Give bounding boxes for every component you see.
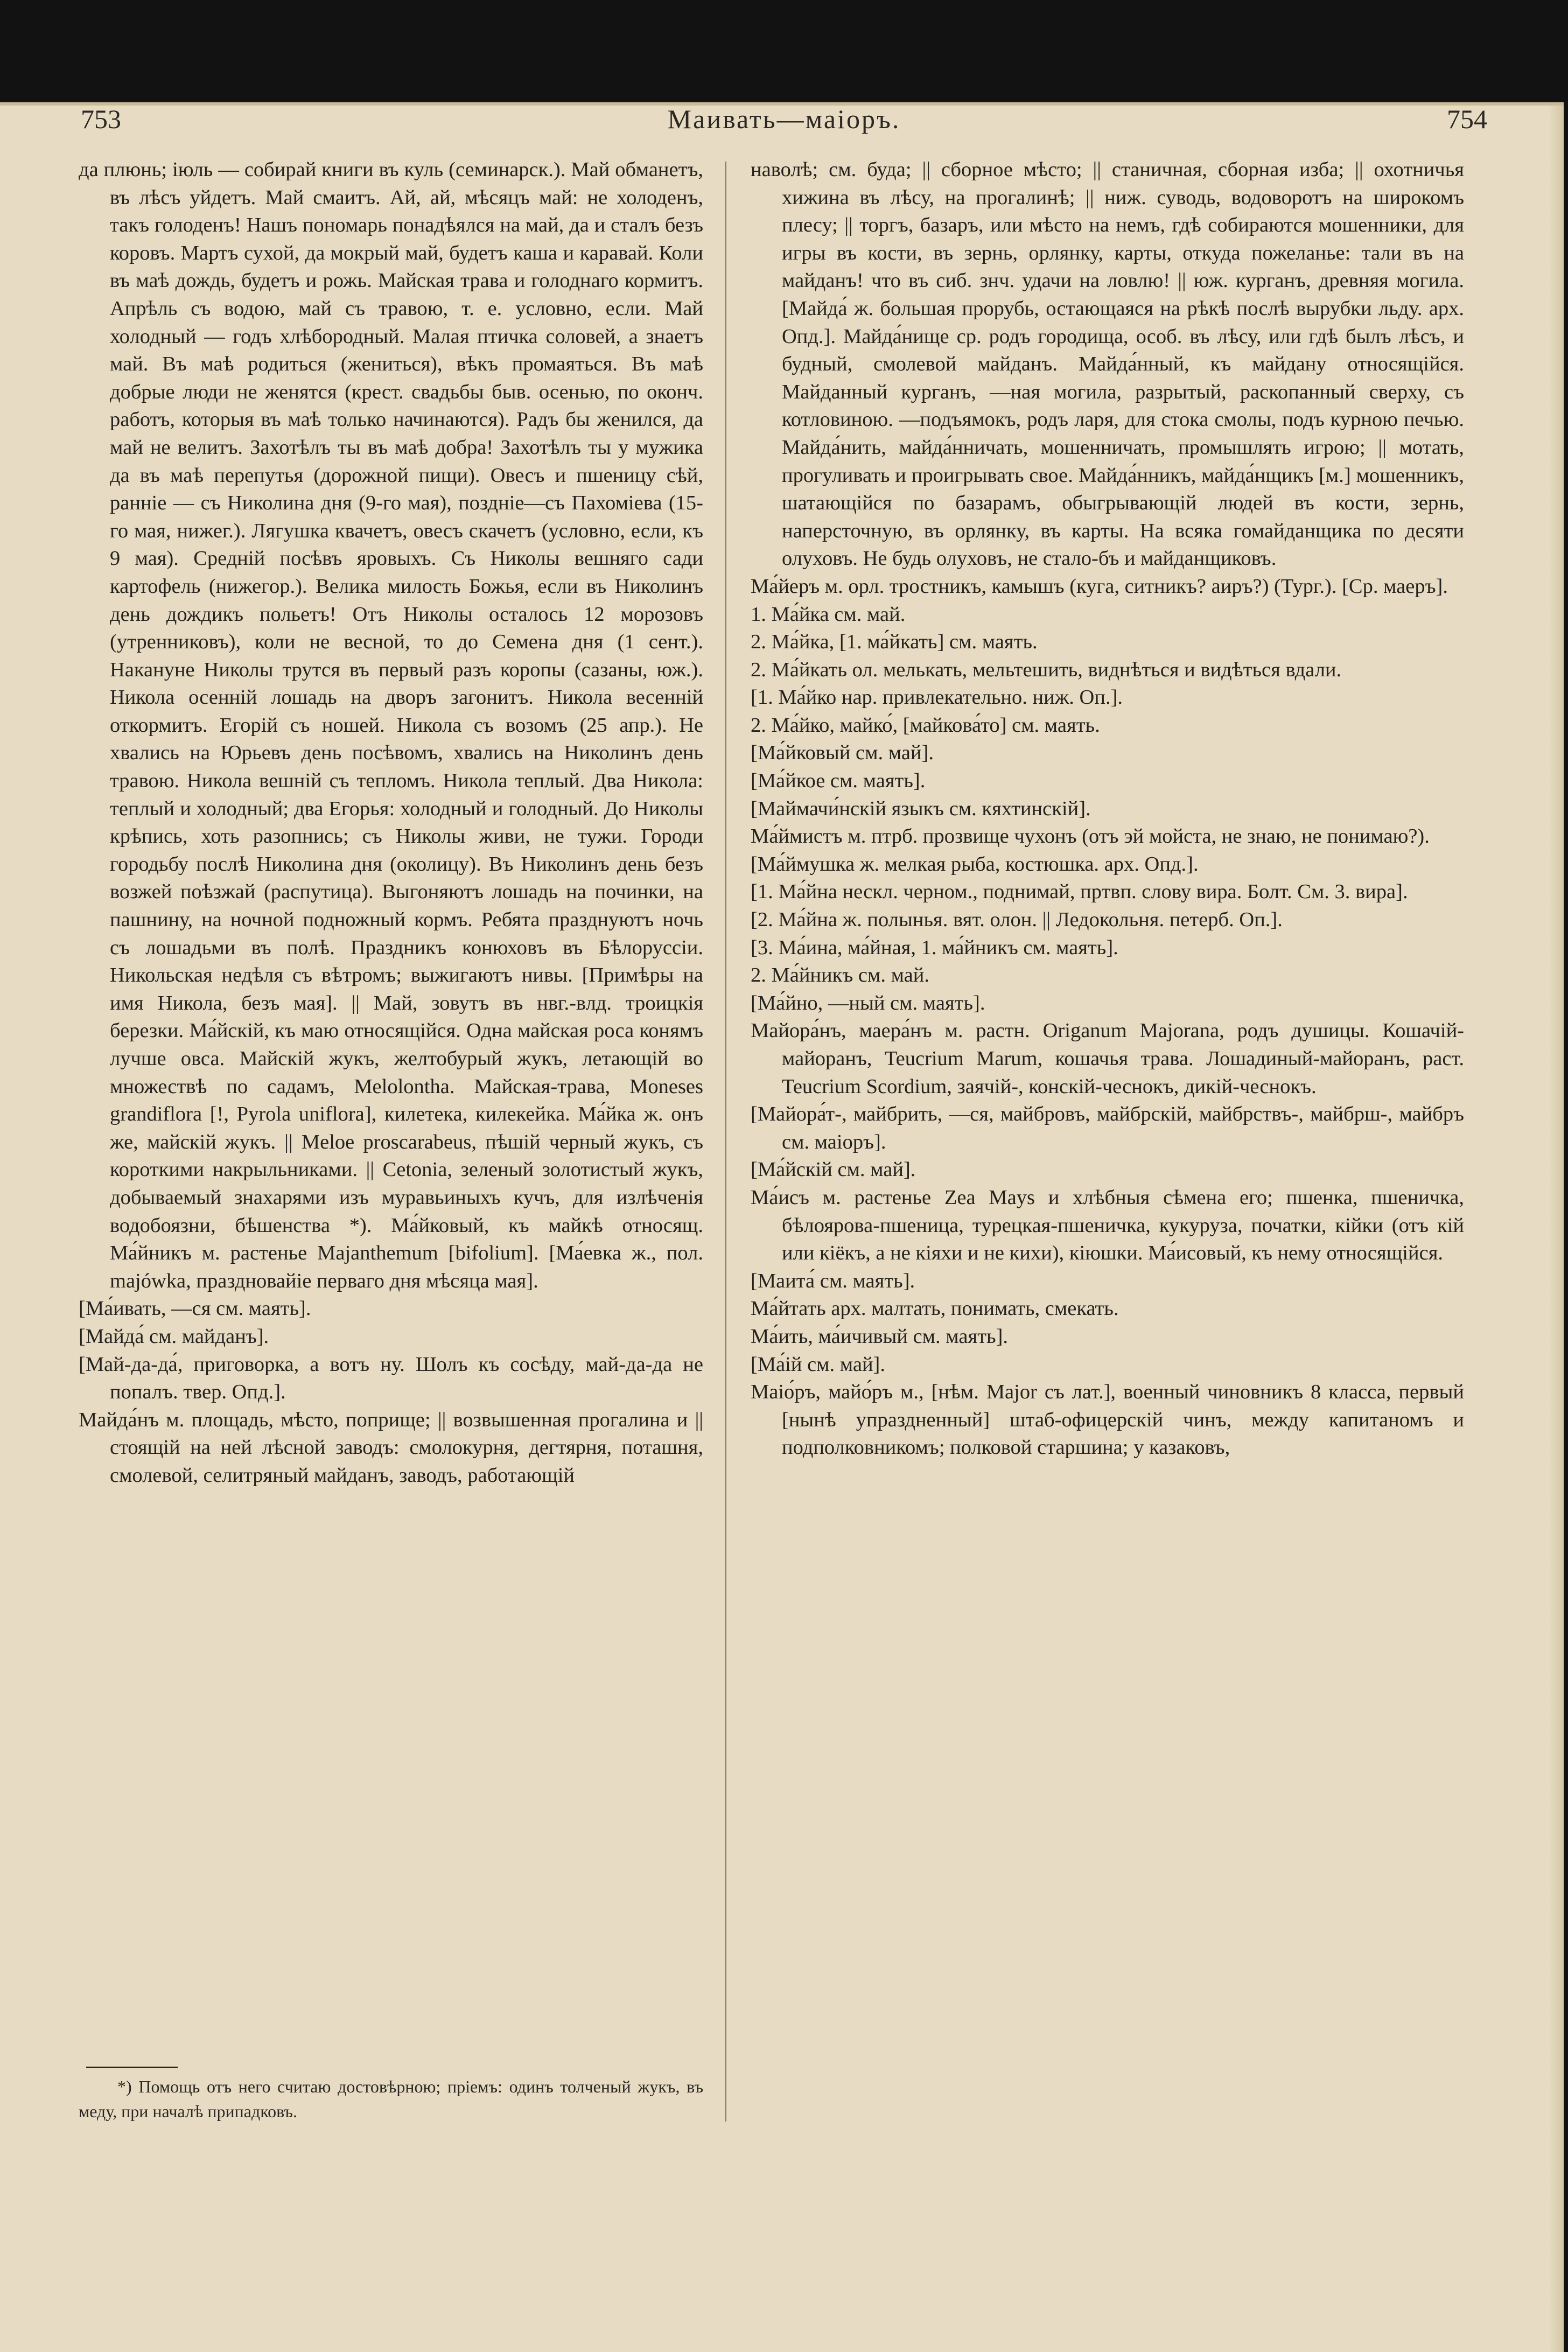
entry-paragraph: [Ма́йскiй см. май]. [751, 1158, 916, 1181]
entry-paragraph: [2. Ма́йна ж. полынья. вят. олон. || Ледокольня. петерб. Оп.]. [751, 908, 1283, 932]
page-number-left: 753 [81, 104, 121, 134]
entry-paragraph: [Ма́йно, —ный см. маять]. [751, 991, 985, 1014]
running-header [81, 103, 1487, 146]
entry-paragraph: Майда́нъ м. площадь, мѣсто, поприще; || возвышенная прогалина и || стоящiй на ней лѣсной заводъ: смолокурня, дегтярня, поташня, смолевой, селитряный майданъ, заводъ, работающiй [79, 1408, 703, 1487]
entry-paragraph: [Маита́ см. маять]. [751, 1269, 915, 1292]
entry-paragraph: [Май-да-да́, приговорка, а вотъ ну. Шолъ къ сосѣду, май-да-да не попалъ. твер. Опд.]. [79, 1353, 703, 1404]
entry-paragraph: да плюнь; iюль — собирай книги въ куль (семинарск.). Май обманетъ, въ лѣсъ уйдетъ. Май смаитъ. Ай, ай, мѣсяцъ май: не холоденъ, такъ голоденъ! Нашъ пономарь понадѣялся на май, да и сталъ безъ коровъ. Мартъ сухой, да мокрый май, будетъ каша и каравай. Коли въ маѣ дождь, будетъ и рожь. Майская трава и голоднаго кормитъ. Апрѣль съ водою, май съ травою, т. е. условно, если. Май холодный — годъ хлѣбородный. Малая птичка соловей, а знаетъ май. Въ маѣ родиться (жениться), вѣкъ промаяться. Въ маѣ добрые люди не женятся (крест. свадьбы быв. осенью, по оконч. работъ, которыя въ маѣ только начинаются). Радъ бы женился, да май не велитъ. Захотѣлъ ты въ маѣ добра! Захотѣлъ ты у мужика да въ маѣ перепутья (дорожной пищи). Овесъ и пшеницу сѣй, раннiе — съ Николина дня (9-го мая), поздніе—съ Пахомiева (15-го мая, нижег.). Лягушка квачетъ, овесъ скачетъ (условно, если, къ 9 мая). Среднiй посѣвъ яровыхъ. Съ Николы вешняго сади картофель (нижегор.). Велика милость Божья, если въ Николинъ день дождикъ польетъ! Отъ Николы осталось 12 морозовъ (утренниковъ), коли не весной, то до Семена дня (1 сент.). Накануне Николы трутся въ первый разъ коропы (сазаны, юж.). Никола осеннiй лошадь на дворъ загонитъ. Никола весеннiй откормитъ. Егорiй съ ношей. Никола съ возомъ (25 апр.). Не хвались на Юрьевъ день посѣвомъ, хвались на Николинъ день травою. Никола вешнiй съ тепломъ. Никола теплый. Два Никола: теплый и холодный; два Егорья: холодный и голодный. До Николы крѣпись, хоть разопнись; съ Николы живи, не тужи. Городи городьбу послѣ Николина дня (околицу). Въ Николинъ день безъ возжей поѣзжай (распутица). Выгоняютъ лошадь на починки, на пашнину, на ночной подножный кормъ. Ребята празднуютъ ночь съ лошадьми въ полѣ. Праздникъ конюховъ въ Бѣлоруссiи. Никольская недѣля съ вѣтромъ; выжигаютъ нивы. [Примѣры на имя Никола, безъ мая]. || Май, зовутъ въ нвг.-влд. троицкiя березки. Ма́йскiй, къ маю относящiйся. Одна майская роса конямъ лучше овса. Майскiй жукъ, желтобурый жукъ, летающiй во множествѣ по садамъ, Melolontha. Майская-трава, Moneses grandiflora [!, Pyrola uniflora], килетека, килекейка. Ма́йка ж. онъ же, майскiй жукъ. || Meloe proscarabeus, пѣшiй черный жукъ, съ короткими накрыльниками. || Cetonia, зеленый золотистый жукъ, добываемый знахарями изъ муравьиныхъ кучъ, для излѣченiя водобоязни, бѣшенства *). Ма́йковый, къ майкѣ относящ. Ма́йникъ м. растенье Majanthemum [bifolium]. [Ма́евка ж., пол. majówka, праздновайiе перваго дня мѣсяца мая]. [79, 158, 703, 1292]
entry-paragraph: Маiо́ръ, майо́ръ м., [нѣм. Major съ лат.], военный чиновникъ 8 класса, первый [нынѣ упраздненный] штаб-офицерскiй чинъ, между капитаномъ и подполковникомъ; полковой старшина; у казаковъ, [751, 1381, 1464, 1459]
entry-paragraph: Майора́нъ, маера́нъ м. растн. Origanum Majorana, родъ душицы. Кошачiй-майоранъ, Teucrium Marum, кошачья трава. Лошадиный-майоранъ, раст. Teucrium Scordium, заячiй-, конскiй-чеснокъ, дикiй-чеснокъ. [751, 1019, 1464, 1098]
footnote: *) Помощь отъ него считаю достовѣрною; прiемъ: одинъ толченый жукъ, въ меду, при началѣ припадковъ. [79, 2077, 703, 2121]
running-title: Маивать—маiоръ. [667, 104, 901, 134]
entry-paragraph: [1. Ма́йна нескл. черном., поднимай, пртвп. слову вира. Болт. См. 3. вира]. [751, 880, 1408, 904]
entry-paragraph: 2. Ма́йкать ол. мелькать, мельтешить, виднѣться и видѣться вдали. [751, 658, 1342, 681]
entry-paragraph: [Ма́iй см. май]. [751, 1353, 886, 1376]
entry-paragraph: Ма́ить, ма́ичивый см. маять]. [751, 1325, 1009, 1348]
entry-paragraph: 2. Ма́йко, майко́, [майкова́то] см. маять. [751, 713, 1100, 737]
entry-paragraph: 1. Ма́йка см. май. [751, 603, 906, 626]
scan-border [1564, 102, 1568, 2352]
right-column [751, 156, 1464, 2116]
entry-paragraph: [3. Ма́ина, ма́йная, 1. ма́йникъ см. маять]. [751, 936, 1118, 959]
entry-paragraph: Ма́исъ м. растенье Zea Mays и хлѣбныя сѣмена его; пшенка, пшеничка, бѣлоярова-пшеница, турецкая-пшеничка, кукуруза, початки, кiйки (отъ кiй или кiёкъ, а не кiяхи и не кихи), кiюшки. Ма́исовый, къ нему относящiйся. [751, 1186, 1464, 1265]
entry-paragraph: [Маймачи́нскiй языкъ см. кяхтинскiй]. [751, 797, 1091, 820]
page-number-right: 754 [1447, 104, 1487, 134]
entry-paragraph: [Ма́ймушка ж. мелкая рыба, костюшка. арх. Опд.]. [751, 852, 1199, 876]
entry-paragraph: Ма́ймистъ м. птрб. прозвище чухонъ (отъ эй мойста, не знаю, не понимаю?). [751, 825, 1430, 848]
entry-paragraph: 2. Ма́йникъ см. май. [751, 964, 929, 987]
column-divider [725, 162, 726, 2122]
left-column [79, 156, 703, 2030]
entry-paragraph: [1. Ма́йко нар. привлекательно. ниж. Оп.]. [751, 686, 1123, 709]
entry-paragraph: Ма́йтать арх. малтать, понимать, смекать. [751, 1297, 1119, 1320]
entry-paragraph: Ма́йеръ м. орл. тростникъ, камышъ (куга, ситникъ? аиръ?) (Тург.). [Ср. маеръ]. [751, 575, 1448, 598]
entry-paragraph: наволѣ; см. буда; || сборное мѣсто; || станичная, сборная изба; || охотничья хижина въ лѣсу, на прогалинѣ; || ниж. суводь, водоворотъ на широкомъ плесу; || торгъ, базаръ, или мѣсто на немъ, гдѣ собираются мошенники, для игры въ кости, въ зернь, орлянку, карты, откуда пожеланье: тали въ на майданъ! что въ сиб. знч. удачи на ловлю! || юж. курганъ, древняя могила. [Майда́ ж. большая прорубь, остающаяся на рѣкѣ послѣ вырубки льду. арх. Опд.]. Майда́нище ср. родъ городища, особ. въ лѣсу, или гдѣ былъ лѣсъ, и будный, смолевой майданъ. Майда́нный, къ майдану относящiйся. Майданный курганъ, —ная могила, разрытый, раскопанный сверху, съ котловиною. —подъямокъ, родъ ларя, для стока смолы, подъ курною печью. Майда́нить, майда́нничать, мошенничать, промышлять игрою; || мотать, прогуливать и проигрывать свое. Майда́нникъ, майда́нщикъ [м.] мошенникъ, шатающiйся по базарамъ, обыгрывающiй людей въ кости, зернь, наперсточную, въ орлянку, въ карты. На всяка гомайданщика по десяти олуховъ. Не будь олуховъ, не стало-бъ и майданщиковъ. [751, 158, 1464, 570]
entry-paragraph: [Ма́йковый см. май]. [751, 741, 934, 765]
entry-paragraph: [Майора́т-, майбрить, —ся, майбровъ, майбрскiй, майбрствъ-, майбрш-, майбръ см. маiоръ]. [751, 1103, 1464, 1153]
entry-paragraph: [Майда́ см. майданъ]. [79, 1325, 269, 1348]
entry-paragraph: [Ма́ивать, —ся см. маять]. [79, 1297, 311, 1320]
footnote-rule [86, 2067, 178, 2068]
entry-paragraph: [Ма́йкое см. маять]. [751, 769, 926, 793]
entry-paragraph: 2. Ма́йка, [1. ма́йкать] см. маять. [751, 631, 1038, 654]
page-edge-shadow [1548, 106, 1564, 2352]
